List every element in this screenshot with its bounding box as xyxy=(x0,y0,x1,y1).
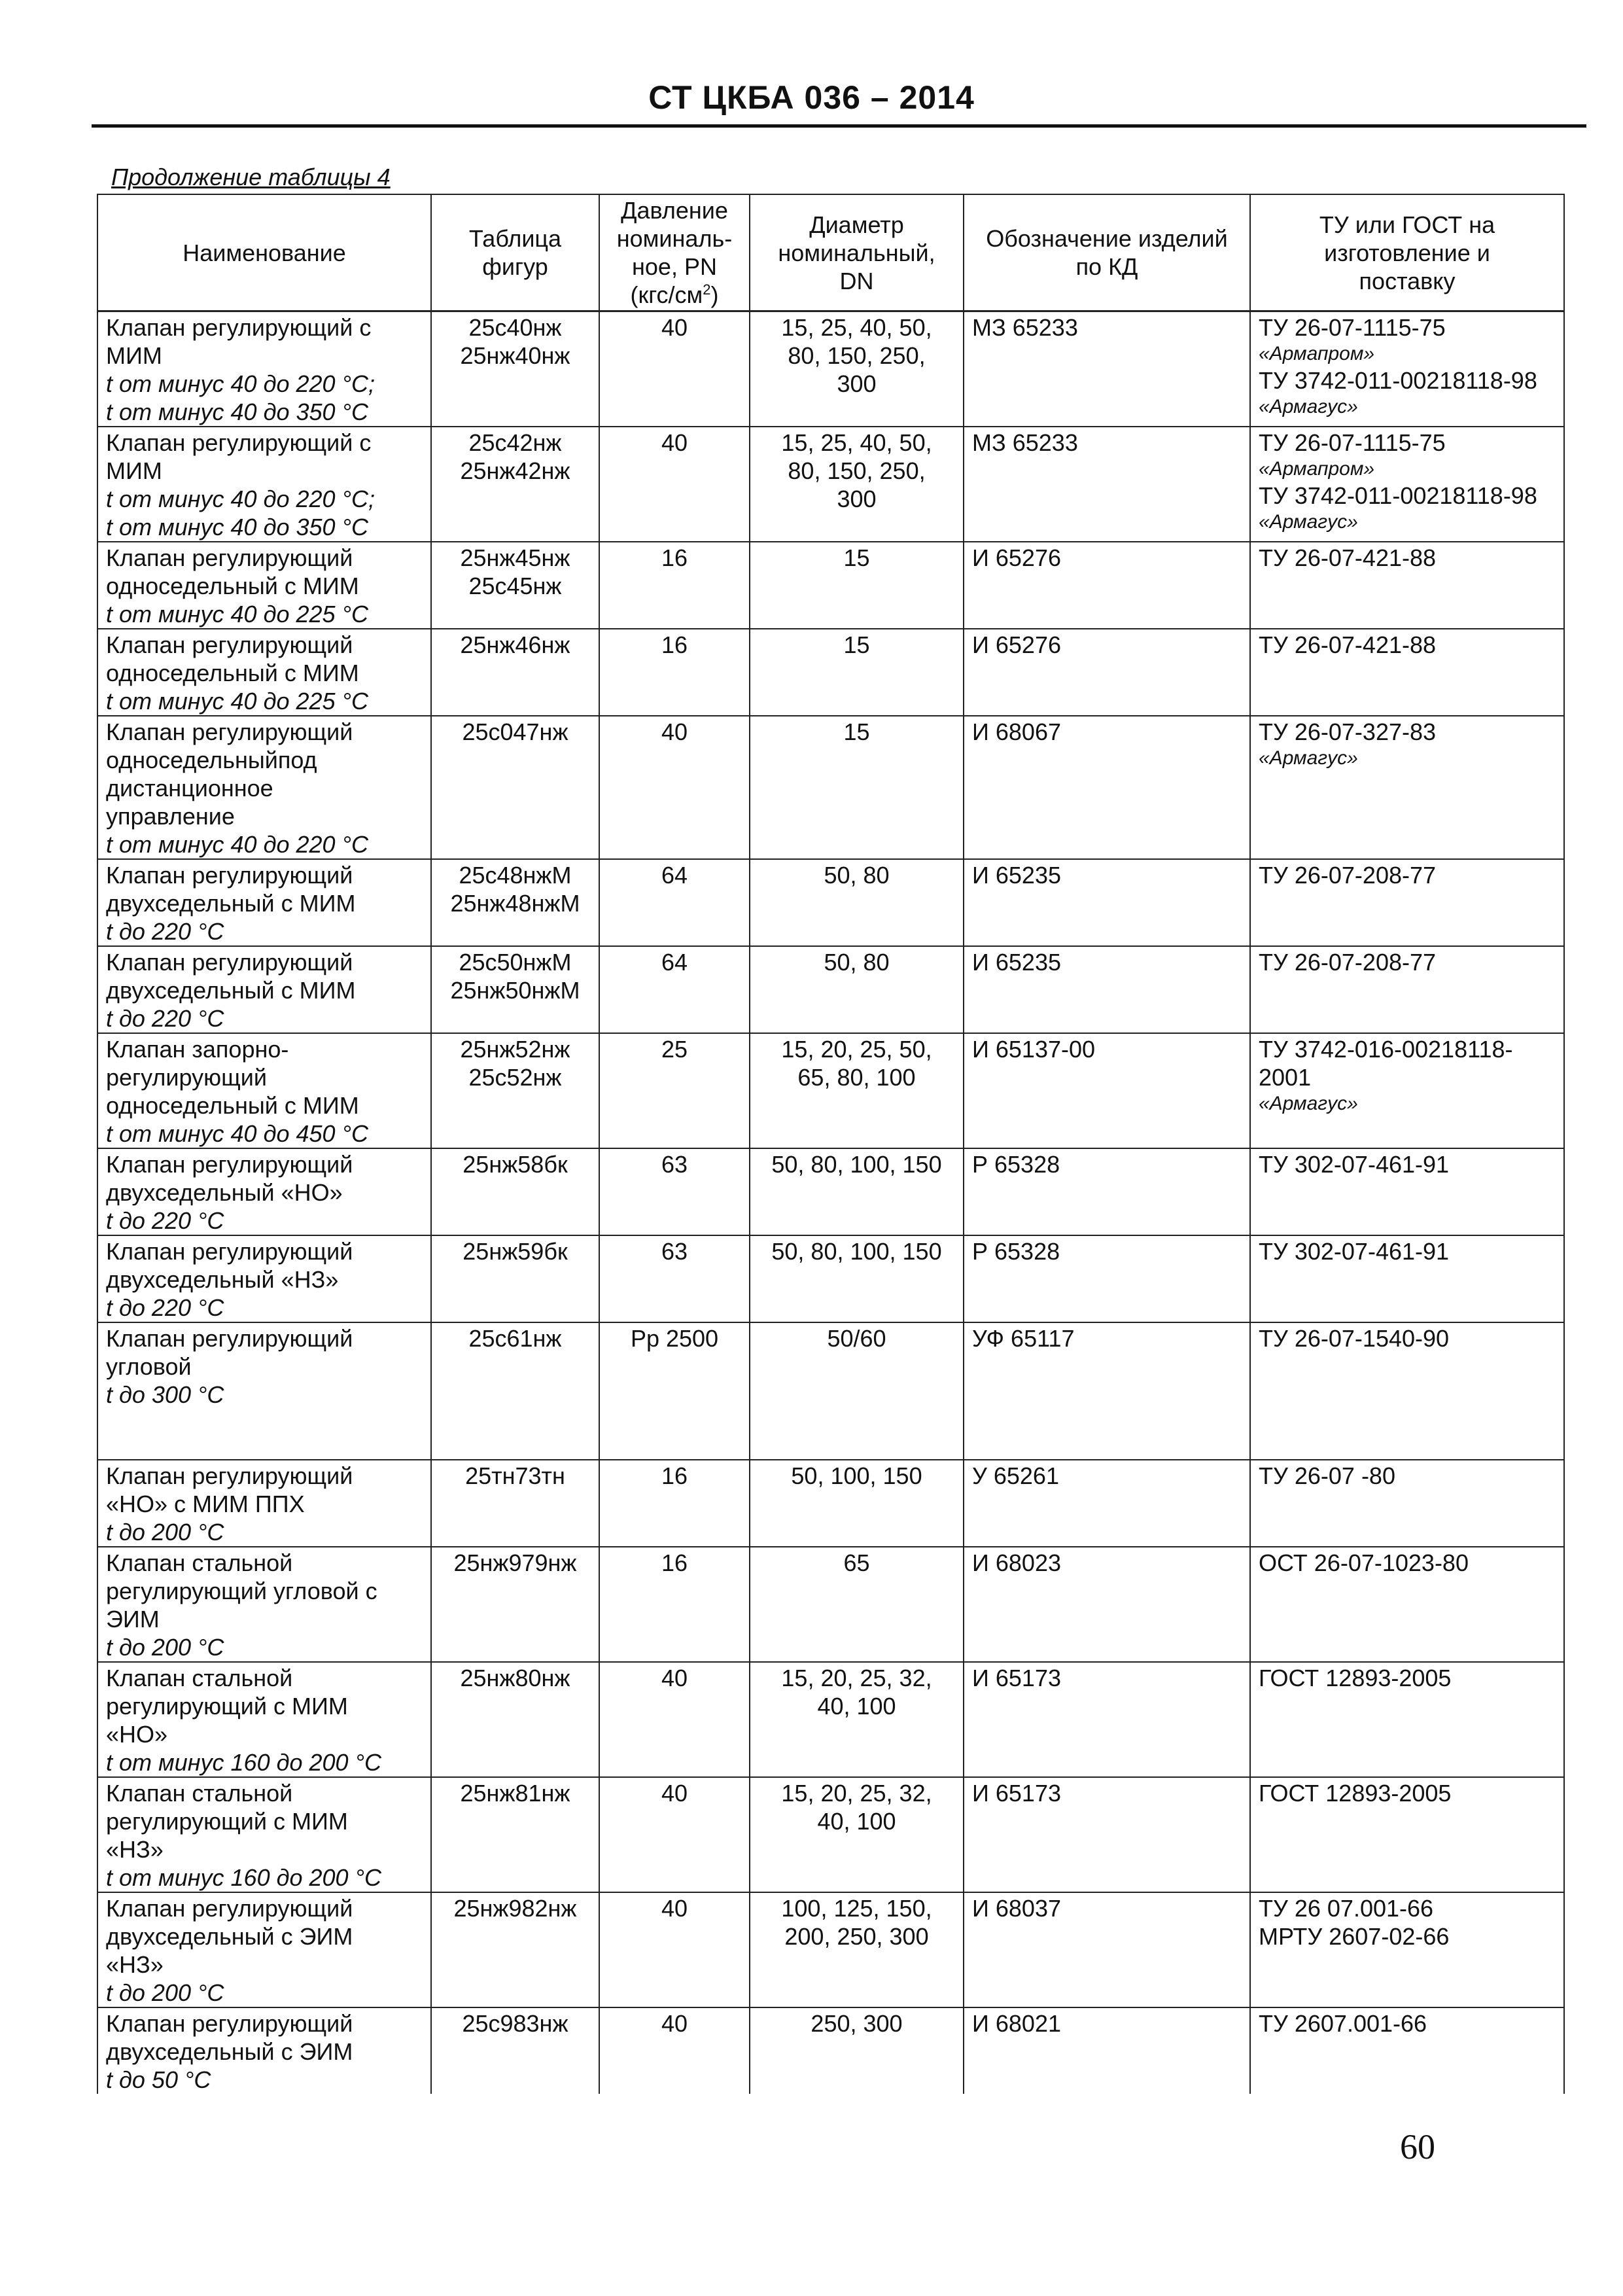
cell-pn: 16 xyxy=(599,1460,750,1547)
cell-pn: 40 xyxy=(599,1662,750,1777)
cell-pn: Рр 2500 xyxy=(599,1322,750,1460)
cell-standard: ТУ 26-07-1115-75 «Армапром» ТУ 3742-011-00218118-98 «Армагус» xyxy=(1250,427,1564,542)
cell-designation: И 65235 xyxy=(964,859,1250,946)
header-row xyxy=(97,194,1564,311)
cell-dn: 50, 80, 100, 150 xyxy=(750,1148,964,1235)
cell-figure: 25нж80нж xyxy=(431,1662,599,1777)
cell-figure: 25с50нжМ 25нж50нжМ xyxy=(431,946,599,1033)
table-row xyxy=(97,427,1564,542)
cell-pn: 16 xyxy=(599,542,750,629)
cell-designation: И 68037 xyxy=(964,1892,1250,2007)
cell-standard: ТУ 26-07-1115-75 «Армапром» ТУ 3742-011-00218118-98 «Армагус» xyxy=(1250,311,1564,427)
col-header-name: Наименование xyxy=(97,194,431,311)
valve-spec-table xyxy=(97,194,1565,2094)
cell-designation: И 68021 xyxy=(964,2007,1250,2094)
cell-designation: И 65137-00 xyxy=(964,1033,1250,1148)
table-row xyxy=(97,629,1564,716)
cell-dn: 50/60 xyxy=(750,1322,964,1460)
cell-name: Клапан запорно- регулирующий односедельный с МИМ t от минус 40 до 450 °С xyxy=(97,1033,431,1148)
cell-pn: 25 xyxy=(599,1033,750,1148)
cell-dn: 15, 25, 40, 50, 80, 150, 250, 300 xyxy=(750,311,964,427)
cell-designation: МЗ 65233 xyxy=(964,311,1250,427)
cell-dn: 100, 125, 150, 200, 250, 300 xyxy=(750,1892,964,2007)
cell-figure: 25с40нж 25нж40нж xyxy=(431,311,599,427)
cell-figure: 25нж45нж 25с45нж xyxy=(431,542,599,629)
cell-figure: 25с983нж xyxy=(431,2007,599,2094)
cell-pn: 16 xyxy=(599,629,750,716)
cell-dn: 15 xyxy=(750,716,964,859)
table-caption: Продолжение таблицы 4 xyxy=(111,164,391,190)
cell-name: Клапан регулирующий двухседельный с ЭИМ «НЗ» t до 200 °С xyxy=(97,1892,431,2007)
cell-figure: 25нж58бк xyxy=(431,1148,599,1235)
cell-standard: ТУ 302-07-461-91 xyxy=(1250,1148,1564,1235)
table-header xyxy=(97,194,1564,311)
cell-name: Клапан регулирующий угловой t до 300 °С xyxy=(97,1322,431,1460)
cell-figure: 25с48нжМ 25нж48нжМ xyxy=(431,859,599,946)
cell-standard: ТУ 26-07-1540-90 xyxy=(1250,1322,1564,1460)
cell-standard: ТУ 26-07-421-88 xyxy=(1250,542,1564,629)
cell-name: Клапан регулирующий двухседельный с ЭИМ t до 50 °С xyxy=(97,2007,431,2094)
table-row xyxy=(97,1460,1564,1547)
cell-pn: 40 xyxy=(599,1892,750,2007)
cell-standard: ТУ 26-07 -80 xyxy=(1250,1460,1564,1547)
cell-standard: ТУ 26-07-208-77 xyxy=(1250,859,1564,946)
cell-figure: 25нж59бк xyxy=(431,1235,599,1322)
cell-standard: ГОСТ 12893-2005 xyxy=(1250,1777,1564,1892)
cell-figure: 25нж982нж xyxy=(431,1892,599,2007)
cell-designation: И 68067 xyxy=(964,716,1250,859)
cell-name: Клапан регулирующий двухседельный с МИМ t до 220 °С xyxy=(97,859,431,946)
cell-pn: 64 xyxy=(599,946,750,1033)
cell-pn: 63 xyxy=(599,1148,750,1235)
cell-standard: ТУ 302-07-461-91 xyxy=(1250,1235,1564,1322)
table-row xyxy=(97,859,1564,946)
cell-standard: ТУ 26-07-327-83 «Армагус» xyxy=(1250,716,1564,859)
page-number: 60 xyxy=(1400,2127,1435,2166)
cell-designation: И 65276 xyxy=(964,629,1250,716)
table-row xyxy=(97,946,1564,1033)
table-body xyxy=(97,311,1564,2094)
cell-dn: 15, 25, 40, 50, 80, 150, 250, 300 xyxy=(750,427,964,542)
table-row xyxy=(97,1235,1564,1322)
cell-designation: И 65276 xyxy=(964,542,1250,629)
cell-pn: 64 xyxy=(599,859,750,946)
cell-pn: 40 xyxy=(599,716,750,859)
cell-standard: ТУ 3742-016-00218118-2001 «Армагус» xyxy=(1250,1033,1564,1148)
cell-dn: 50, 80, 100, 150 xyxy=(750,1235,964,1322)
cell-figure: 25с047нж xyxy=(431,716,599,859)
cell-name: Клапан стальной регулирующий с МИМ «НО» t от минус 160 до 200 °С xyxy=(97,1662,431,1777)
table-row xyxy=(97,311,1564,427)
cell-pn: 40 xyxy=(599,2007,750,2094)
cell-standard: ГОСТ 12893-2005 xyxy=(1250,1662,1564,1777)
cell-dn: 15, 20, 25, 50, 65, 80, 100 xyxy=(750,1033,964,1148)
cell-name: Клапан регулирующий односедельныйпод дистанционное управление t от минус 40 до 220 °С xyxy=(97,716,431,859)
cell-designation: Р 65328 xyxy=(964,1235,1250,1322)
table-row xyxy=(97,1777,1564,1892)
cell-figure: 25с42нж 25нж42нж xyxy=(431,427,599,542)
table-row xyxy=(97,1322,1564,1460)
table-row xyxy=(97,1033,1564,1148)
cell-name: Клапан регулирующий односедельный с МИМ t от минус 40 до 225 °С xyxy=(97,542,431,629)
cell-figure: 25тн73тн xyxy=(431,1460,599,1547)
cell-name: Клапан регулирующий двухседельный с МИМ t до 220 °С xyxy=(97,946,431,1033)
cell-figure: 25нж46нж xyxy=(431,629,599,716)
cell-name: Клапан стальной регулирующий угловой с ЭИМ t до 200 °С xyxy=(97,1547,431,1662)
cell-dn: 250, 300 xyxy=(750,2007,964,2094)
cell-dn: 50, 80 xyxy=(750,946,964,1033)
cell-pn: 63 xyxy=(599,1235,750,1322)
header-rule xyxy=(92,124,1586,128)
cell-designation: УФ 65117 xyxy=(964,1322,1250,1460)
cell-dn: 50, 100, 150 xyxy=(750,1460,964,1547)
cell-designation: Р 65328 xyxy=(964,1148,1250,1235)
cell-designation: И 65173 xyxy=(964,1662,1250,1777)
cell-figure: 25нж81нж xyxy=(431,1777,599,1892)
cell-dn: 15, 20, 25, 32, 40, 100 xyxy=(750,1662,964,1777)
document-code: СТ ЦКБА 036 – 2014 xyxy=(648,79,975,116)
cell-figure: 25с61нж xyxy=(431,1322,599,1460)
cell-designation: И 65173 xyxy=(964,1777,1250,1892)
cell-name: Клапан регулирующий односедельный с МИМ t от минус 40 до 225 °С xyxy=(97,629,431,716)
cell-dn: 65 xyxy=(750,1547,964,1662)
cell-figure: 25нж979нж xyxy=(431,1547,599,1662)
cell-name: Клапан регулирующий двухседельный «НО» t до 220 °С xyxy=(97,1148,431,1235)
cell-designation: И 68023 xyxy=(964,1547,1250,1662)
table-row xyxy=(97,2007,1564,2094)
cell-standard: ТУ 26-07-208-77 xyxy=(1250,946,1564,1033)
cell-name: Клапан регулирующий двухседельный «НЗ» t до 220 °С xyxy=(97,1235,431,1322)
cell-dn: 15, 20, 25, 32, 40, 100 xyxy=(750,1777,964,1892)
cell-designation: МЗ 65233 xyxy=(964,427,1250,542)
cell-dn: 50, 80 xyxy=(750,859,964,946)
col-header-figure: Таблица фигур xyxy=(431,194,599,311)
col-header-diameter: Диаметр номинальный, DN xyxy=(750,194,964,311)
cell-standard: ТУ 26 07.001-66 МРТУ 2607-02-66 xyxy=(1250,1892,1564,2007)
cell-figure: 25нж52нж 25с52нж xyxy=(431,1033,599,1148)
cell-name: Клапан стальной регулирующий с МИМ «НЗ» t от минус 160 до 200 °С xyxy=(97,1777,431,1892)
cell-pn: 40 xyxy=(599,427,750,542)
cell-standard: ТУ 2607.001-66 xyxy=(1250,2007,1564,2094)
cell-designation: У 65261 xyxy=(964,1460,1250,1547)
cell-name: Клапан регулирующий «НО» с МИМ ППХ t до 200 °С xyxy=(97,1460,431,1547)
cell-pn: 40 xyxy=(599,1777,750,1892)
cell-pn: 16 xyxy=(599,1547,750,1662)
cell-dn: 15 xyxy=(750,542,964,629)
cell-name: Клапан регулирующий с МИМ t от минус 40 до 220 °С; t от минус 40 до 350 °С xyxy=(97,311,431,427)
pressure-unit: $(кгс/см^2)$ xyxy=(630,281,719,308)
cell-designation: И 65235 xyxy=(964,946,1250,1033)
col-header-standard: ТУ или ГОСТ на изготовление и поставку xyxy=(1250,194,1564,311)
col-header-designation: Обозначение изделий по КД xyxy=(964,194,1250,311)
cell-dn: 15 xyxy=(750,629,964,716)
cell-standard: ОСТ 26-07-1023-80 xyxy=(1250,1547,1564,1662)
cell-name: Клапан регулирующий с МИМ t от минус 40 до 220 °С; t от минус 40 до 350 °С xyxy=(97,427,431,542)
table-row xyxy=(97,1662,1564,1777)
table-row xyxy=(97,1547,1564,1662)
col-header-pressure: Давление номиналь- ное, PN $(кгс/см^2)$ xyxy=(599,194,750,311)
table-row xyxy=(97,1148,1564,1235)
cell-pn: 40 xyxy=(599,311,750,427)
table-row xyxy=(97,1892,1564,2007)
cell-standard: ТУ 26-07-421-88 xyxy=(1250,629,1564,716)
table-row xyxy=(97,716,1564,859)
table-row xyxy=(97,542,1564,629)
